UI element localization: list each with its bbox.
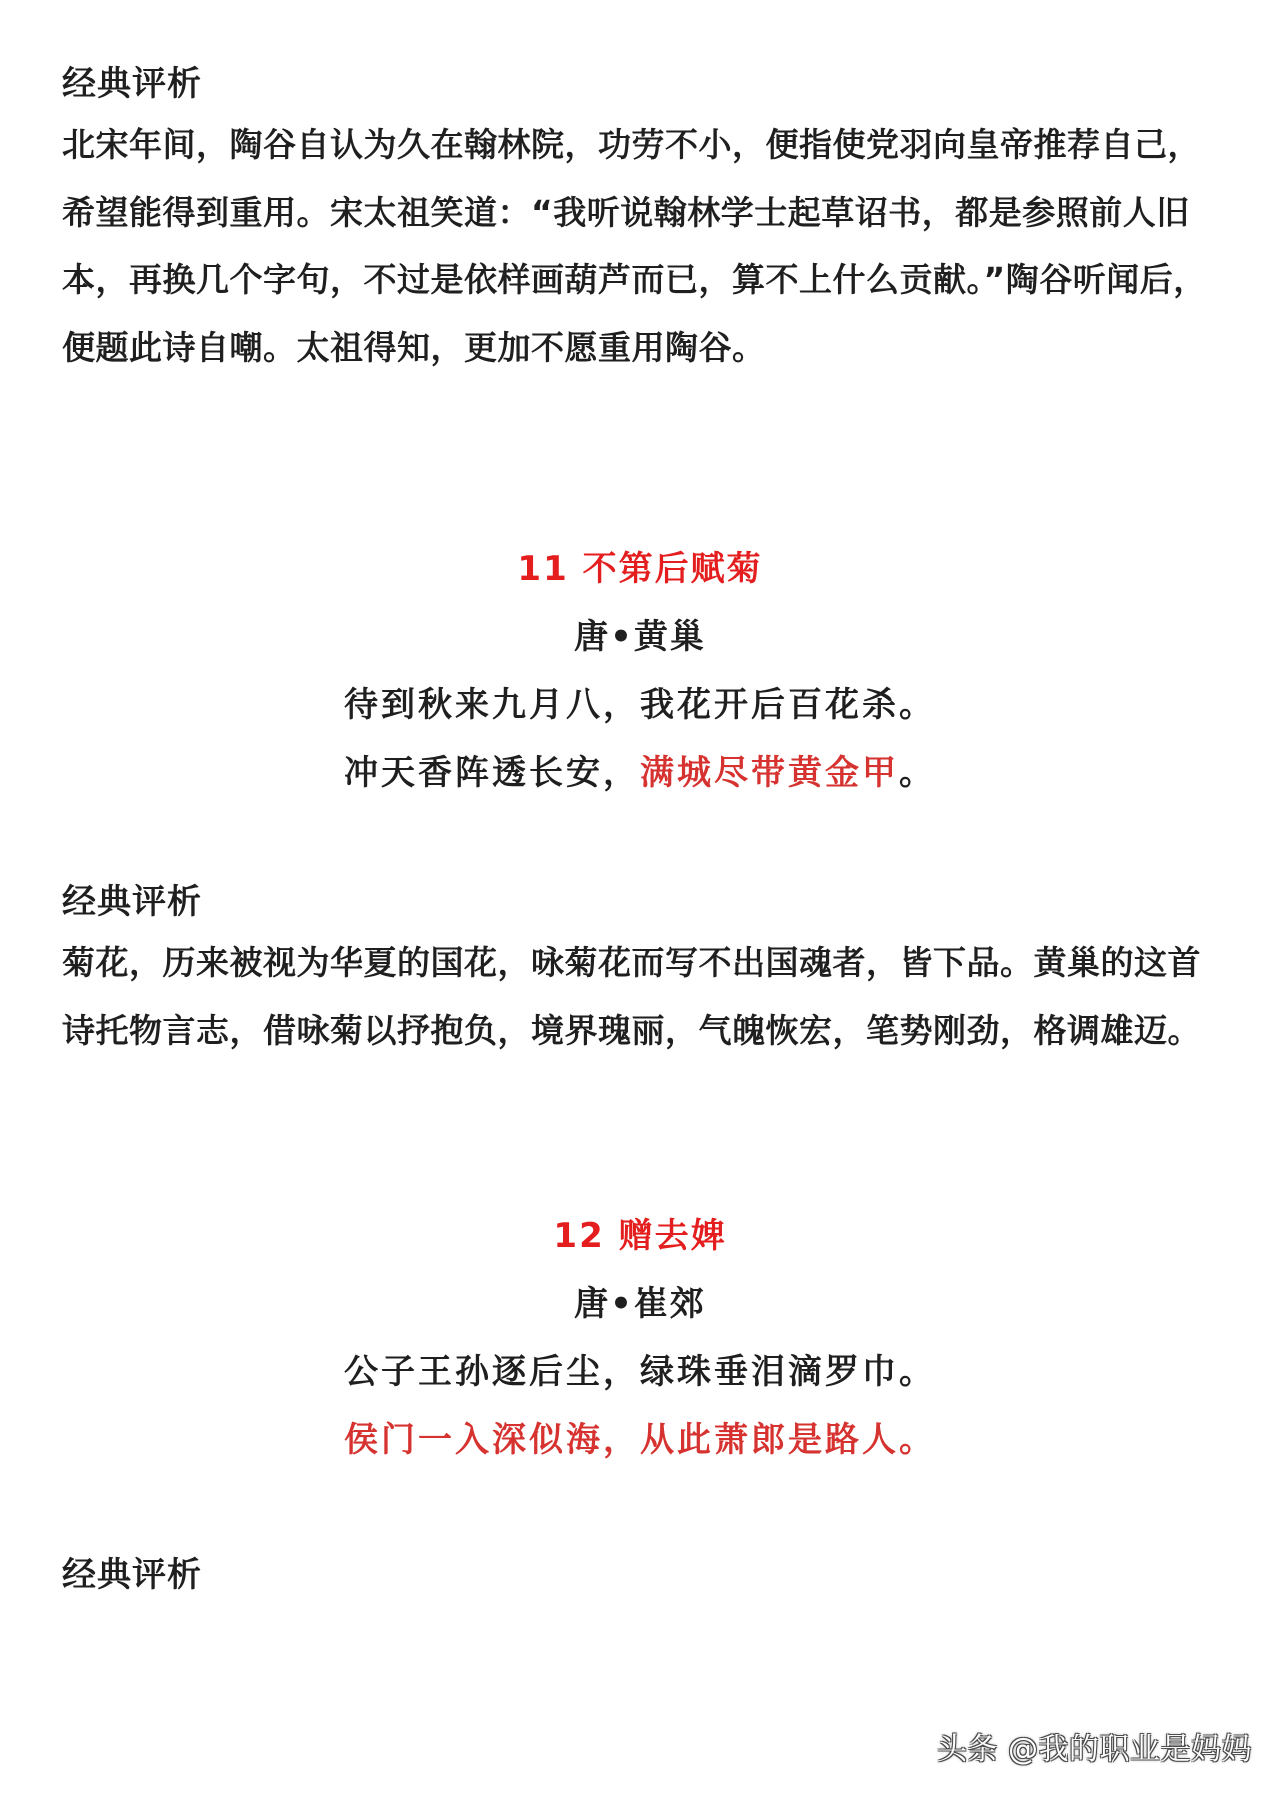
poem-line-1: 公子王孙逐后尘，绿珠垂泪滴罗巾。 — [344, 1352, 936, 1392]
analysis-heading-1: 经典评析 — [62, 64, 202, 104]
poem-author: 唐•崔郊 — [574, 1284, 706, 1324]
paragraph-line: 便题此诗自嘲。太祖得知，更加不愿重用陶谷。 — [62, 327, 766, 367]
poem-line-2-end: 。 — [899, 753, 936, 793]
paragraph-line: 北宋年间，陶谷自认为久在翰林院，功劳不小，便指使党羽向皇帝推荐自己， — [62, 125, 1201, 164]
watermark: 头条 @我的职业是妈妈 — [936, 1732, 1252, 1767]
poem-line-2-highlight: 满城尽带黄金甲 — [640, 753, 899, 793]
analysis-heading-3: 经典评析 — [62, 1555, 202, 1595]
intro-paragraph — [62, 111, 1232, 381]
paragraph-line: 诗托物言志，借咏菊以抒抱负，境界瑰丽，气魄恢宏，笔势刚劲，格调雄迈。 — [62, 1010, 1201, 1050]
paragraph-line: 菊花，历来被视为华夏的国花，咏菊花而写不出国魂者，皆下品。黄巢的这首 — [62, 943, 1201, 982]
paragraph-line: 希望能得到重用。宋太祖笑道：“我听说翰林学士起草诏书，都是参照前人旧 — [62, 192, 1190, 232]
poem-line-2 — [0, 739, 1280, 807]
analysis-paragraph-11 — [62, 929, 1232, 1064]
poem-line-2-plain: 冲天香阵透长安， — [344, 753, 640, 793]
poem-line-2: 侯门一入深似海，从此萧郎是路人。 — [344, 1420, 936, 1460]
poem-title: 12 赠去婢 — [553, 1216, 727, 1256]
paragraph-line: 本，再换几个字句，不过是依样画葫芦而已，算不上什么贡献。”陶谷听闻后， — [62, 260, 1207, 299]
poem-11 — [0, 535, 1280, 807]
poem-author: 唐•黄巢 — [574, 617, 706, 657]
poem-title: 11 不第后赋菊 — [517, 549, 763, 589]
poem-line-1: 待到秋来九月八，我花开后百花杀。 — [344, 685, 936, 725]
poem-12 — [0, 1202, 1280, 1474]
analysis-heading-2: 经典评析 — [62, 882, 202, 922]
